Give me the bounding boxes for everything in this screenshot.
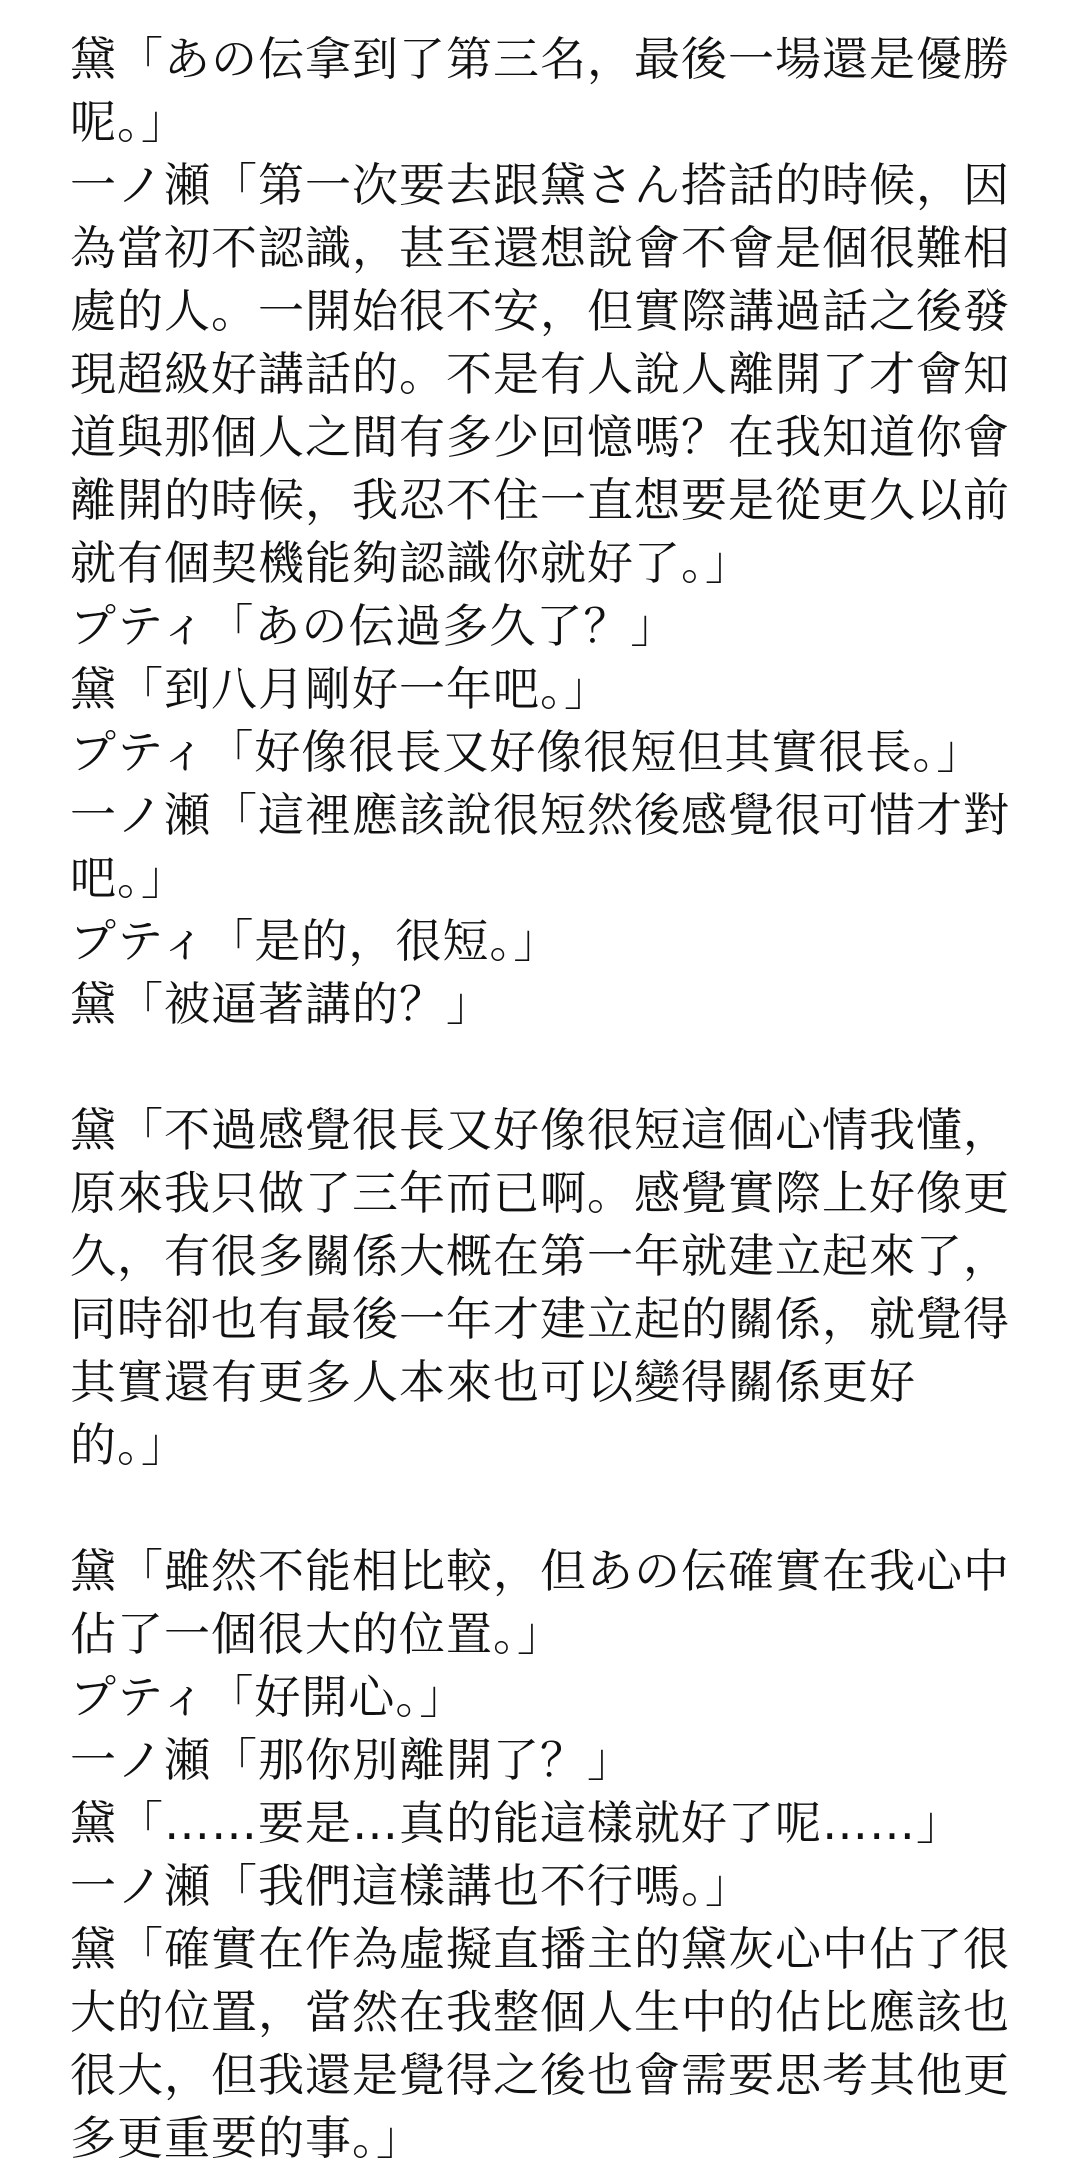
dialogue-line: 黛「確實在作為虛擬直播主的黛灰心中佔了很 大的位置，當然在我整個人生中的佔比應該也 很大，但我還是覺得之後也會需要思考其他更 多更重要的事。」	[70, 1922, 1010, 2165]
dialogue-line: 黛「……要是…真的能這樣就好了呢……」	[70, 1796, 963, 1850]
dialogue-line: 黛「被逼著講的？」	[70, 977, 493, 1031]
dialogue-line: 黛「到八月剛好一年吧。」	[70, 662, 611, 716]
dialogue-line: プティ「是的，很短。」	[70, 914, 561, 968]
dialogue-line: 黛「あの伝拿到了第三名，最後一場還是優勝 呢。」	[70, 32, 1010, 149]
dialogue-line: 一ノ瀬「我們這樣講也不行嗎。」	[70, 1859, 752, 1913]
dialogue-line: プティ「好開心。」	[70, 1670, 467, 1724]
dialogue-line: 一ノ瀬「那你別離開了？」	[70, 1733, 634, 1787]
dialogue-line: 黛「不過感覺很長又好像很短這個心情我懂， 原來我只做了三年而已啊。感覺實際上好像更 久，有很多關係大概在第一年就建立起來了， 同時卻也有最後一年才建立起的關係，就覺得 其實還有更多人本來也可以變得關係更好 的。」	[70, 1103, 1010, 1472]
dialogue-line: プティ「あの伝過多久了？」	[70, 599, 678, 653]
dialogue-line: 一ノ瀬「第一次要去跟黛さん搭話的時候，因 為當初不認識，甚至還想說會不會是個很難相 處的人。一開始很不安，但實際講過話之後發 現超級好講話的。不是有人說人離開了才會知 道與那個人之間有多少回憶嗎？在我知道你會 離開的時候，我忍不住一直想要是從更久以前 就有個契機能夠認識你就好了。」	[70, 158, 1010, 590]
dialogue-line: プティ「好像很長又好像很短但其實很長。」	[70, 725, 984, 779]
dialogue-line: 黛「雖然不能相比較，但あの伝確實在我心中 佔了一個很大的位置。」	[70, 1544, 1010, 1661]
transcript-text	[70, 28, 1030, 2170]
paragraph-gap	[70, 1477, 1030, 1540]
paragraph-gap	[70, 1036, 1030, 1099]
dialogue-line: 一ノ瀬「這裡應該說很短然後感覺很可惜才對 吧。」	[70, 788, 1010, 905]
